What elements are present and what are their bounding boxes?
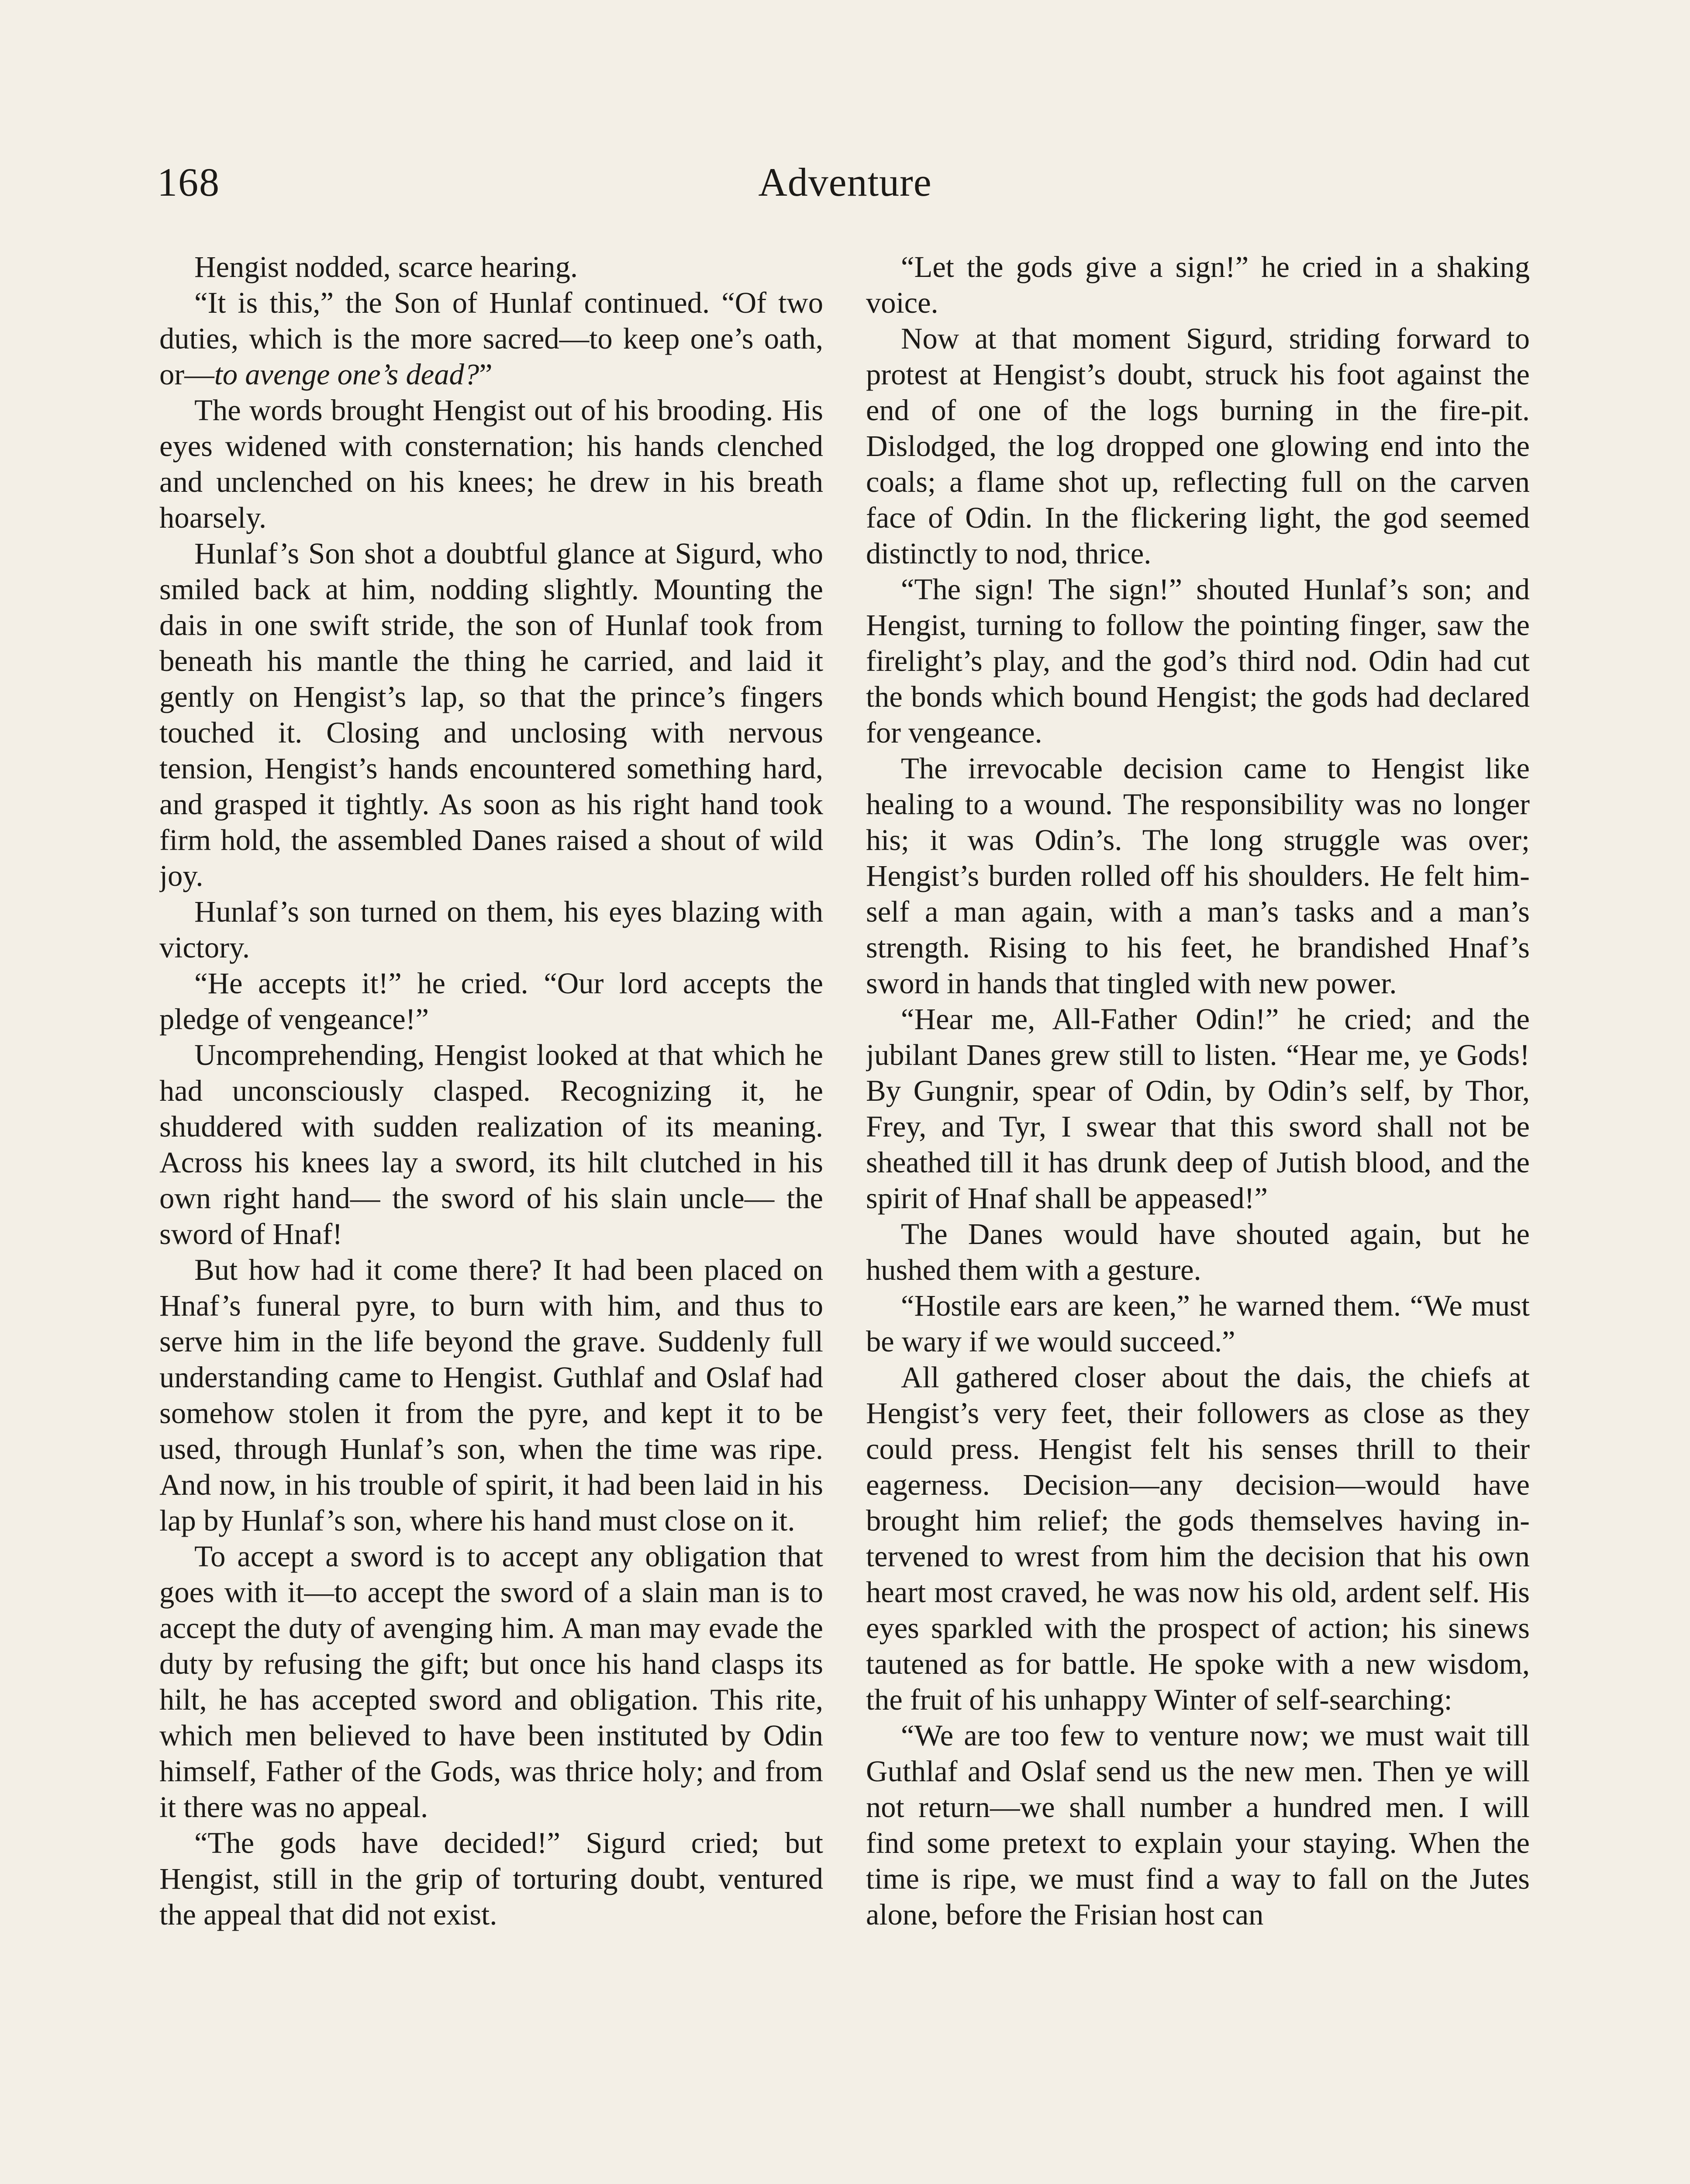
paragraph: All gathered closer about the dais, the chiefs at Hengist’s very feet, their followers as close as they could press. Hengist felt his senses thrill to their eagerness. Decision—any decision—would have brought him relief; the gods themselves having intervened to wrest from him the decision that his own heart most craved, he was now his old, ardent self. His eyes sparkled with the prospect of action; his sinews tautened as for battle. He spoke with a new wisdom, the fruit of his unhappy Winter of self-searching:	[866, 1361, 1530, 1716]
paragraph: “The gods have decided!” Sigurd cried; but Hengist, still in the grip of torturing doubt, ventured the appeal that did not exist.	[159, 1826, 823, 1931]
paragraph	[159, 285, 823, 392]
magazine-title: Adventure	[758, 160, 932, 204]
running-head	[157, 154, 1533, 211]
paragraph: “The sign! The sign!” shouted Hunlaf’s son; and Hengist, turning to follow the pointing finger, saw the firelight’s play, and the god’s third nod. Odin had cut the bonds which bound Hengist; the gods had declared for vengeance.	[866, 573, 1530, 749]
paragraph: Hengist nodded, scarce hearing.	[194, 250, 578, 283]
closing-quote: ”	[479, 358, 493, 391]
right-column	[866, 249, 1530, 2184]
page-number: 168	[157, 160, 220, 204]
paragraph-text: “It is this,” the Son of Hunlaf continued. “Of two duties, which is the more sacred—to keep one’s oath, or—	[159, 286, 823, 391]
paragraph: Hunlaf’s Son shot a doubtful glance at Sigurd, who smiled back at him, nodding slightly. Mounting the dais in one swift stride, the son of Hunlaf took from beneath his mantle the thing he carried, and laid it gently on Hengist’s lap, so that the prince’s fingers touched it. Closing and unclosing with nervous tension, Hengist’s hands encountered something hard, and grasped it tightly. As soon as his right hand took firm hold, the assembled Danes raised a shout of wild joy.	[159, 537, 823, 892]
paragraph: “He accepts it!” he cried. “Our lord accepts the pledge of vengeance!”	[159, 967, 823, 1036]
paragraph: Hunlaf’s son turned on them, his eyes blazing with victory.	[159, 895, 823, 964]
paragraph: “Hear me, All-Father Odin!” he cried; and the jubilant Danes grew still to listen. “Hear me, ye Gods! By Gungnir, spear of Odin, by Odin’s self, by Thor, Frey, and Tyr, I swear that this sword shall not be sheathed till it has drunk deep of Jutish blood, and the spirit of Hnaf shall be appeased!”	[866, 1002, 1530, 1215]
paragraph: Now at that moment Sigurd, striding forward to protest at Hengist’s doubt, struck his foot against the end of one of the logs burning in the fire-pit. Dislodged, the log dropped one glowing end into the coals; a flame shot up, reflecting full on the carven face of Odin. In the flickering light, the god seemed distinctly to nod, thrice.	[866, 322, 1530, 570]
paragraph: To accept a sword is to accept any obligation that goes with it—to accept the sword of a slain man is to accept the duty of avenging him. A man may evade the duty by refusing the gift; but once his hand clasps its hilt, he has accepted sword and obligation. This rite, which men believed to have been instituted by Odin himself, Father of the Gods, was thrice holy; and from it there was no appeal.	[159, 1540, 823, 1824]
left-column	[159, 249, 823, 2184]
paragraph: The Danes would have shouted again, but he hushed them with a gesture.	[866, 1217, 1530, 1286]
paragraph: The words brought Hengist out of his brooding. His eyes widened with consternation; his hands clenched and unclenched on his knees; he drew in his breath hoarsely.	[159, 394, 823, 534]
paragraph: “We are too few to venture now; we must wait till Guthlaf and Oslaf send us the new men. Then ye will not return—we shall number a hundred men. I will find some pretext to explain your staying. When the time is ripe, we must find a way to fall on the Jutes alone, before the Frisian host can	[866, 1719, 1530, 1931]
italic-text: to avenge one’s dead?	[214, 358, 479, 391]
paragraph: Uncomprehending, Hengist looked at that which he had unconsciously clasped. Recognizing it, he shuddered with sudden realization of its meaning. Across his knees lay a sword, its hilt clutched in his own right hand— the sword of his slain uncle— the sword of Hnaf!	[159, 1038, 823, 1251]
paragraph: “Hostile ears are keen,” he warned them. “We must be wary if we would succeed.”	[866, 1289, 1530, 1358]
paragraph: The irrevocable decision came to Hengist like healing to a wound. The responsibility was no longer his; it was Odin’s. The long struggle was over; Hengist’s burden rolled off his shoulders. He felt himself a man again, with a man’s tasks and a man’s strength. Rising to his feet, he brandished Hnaf’s sword in hands that tingled with new power.	[866, 752, 1530, 1000]
paragraph: “Let the gods give a sign!” he cried in a shaking voice.	[866, 250, 1530, 319]
paragraph: But how had it come there? It had been placed on Hnaf’s funeral pyre, to burn with him, and thus to serve him in the life beyond the grave. Suddenly full understanding came to Hengist. Guthlaf and Oslaf had somehow stolen it from the pyre, and kept it to be used, through Hunlaf’s son, when the time was ripe. And now, in his trouble of spirit, it had been laid in his lap by Hunlaf’s son, where his hand must close on it.	[159, 1253, 823, 1537]
